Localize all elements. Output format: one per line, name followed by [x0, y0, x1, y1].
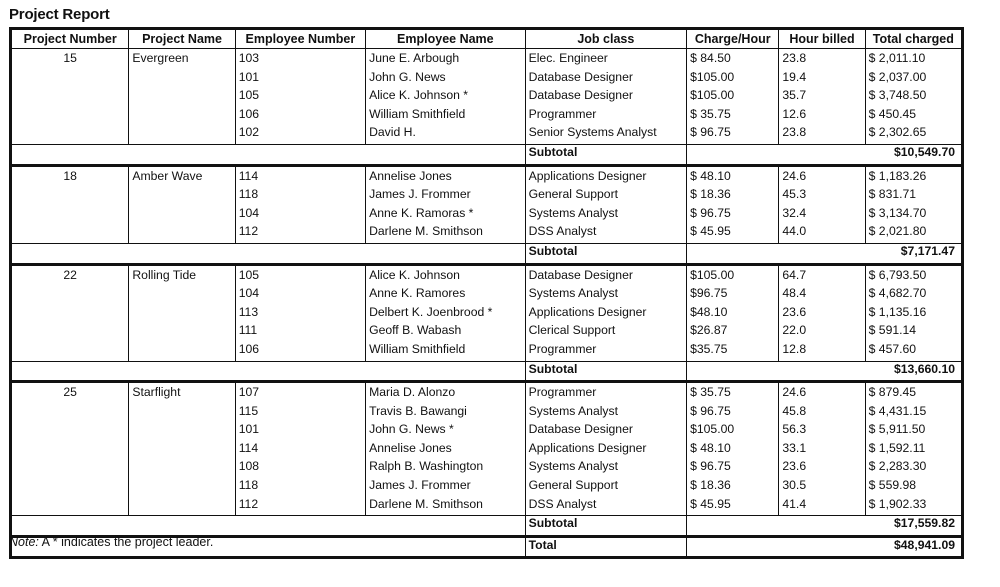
table-header	[11, 29, 963, 49]
hours-billed: 24.6	[779, 165, 865, 187]
employee-number: 111	[235, 323, 365, 342]
employee-number: 104	[235, 286, 365, 305]
employee-number: 105	[235, 264, 365, 286]
employee-number: 101	[235, 422, 365, 441]
subtotal-label: Subtotal	[525, 144, 687, 165]
project-number: 22	[11, 264, 129, 361]
charge-per-hour: $ 96.75	[687, 125, 779, 144]
employee-name: David H.	[366, 125, 526, 144]
employee-number: 115	[235, 404, 365, 423]
col-hours-billed: Hour billed	[779, 29, 865, 49]
employee-number: 101	[235, 70, 365, 89]
job-class: Systems Analyst	[525, 286, 687, 305]
col-employee-name: Employee Name	[366, 29, 526, 49]
total-charged: $ 1,592.11	[868, 440, 926, 455]
total-charged: $ 6,793.50	[868, 267, 927, 282]
col-employee-number: Employee Number	[235, 29, 365, 49]
project-name: Rolling Tide	[129, 264, 235, 361]
total-charged: $ 457.60	[868, 341, 917, 356]
employee-number: 113	[235, 305, 365, 324]
subtotal-row	[11, 361, 963, 382]
charge-per-hour: $ 45.95	[687, 224, 779, 243]
job-class: Senior Systems Analyst	[525, 125, 687, 144]
employee-name: Ralph B. Washington	[366, 459, 526, 478]
job-class: Database Designer	[525, 88, 687, 107]
hours-billed: 19.4	[779, 70, 865, 89]
employee-name: Annelise Jones	[366, 441, 526, 460]
hours-billed: 35.7	[779, 88, 865, 107]
subtotal-spacer	[11, 243, 526, 264]
table-row	[11, 49, 963, 70]
col-project-name: Project Name	[129, 29, 235, 49]
hours-billed: 12.8	[779, 342, 865, 361]
employee-name: Alice K. Johnson	[366, 264, 526, 286]
note-text: A * indicates the project leader.	[38, 535, 214, 549]
job-class: Systems Analyst	[525, 404, 687, 423]
hours-billed: 23.6	[779, 459, 865, 478]
total-charged: $ 2,011.10	[868, 51, 926, 65]
col-total-charged: Total charged	[872, 32, 954, 46]
employee-name: James J. Frommer	[366, 478, 526, 497]
hours-billed: 30.5	[779, 478, 865, 497]
total-charged: $ 879.45	[868, 385, 917, 400]
employee-number: 102	[235, 125, 365, 144]
job-class: Systems Analyst	[525, 206, 687, 225]
hours-billed: 23.6	[779, 305, 865, 324]
hours-billed: 48.4	[779, 286, 865, 305]
total-charged: $ 5,911.50	[868, 422, 926, 437]
employee-number: 103	[235, 49, 365, 70]
total-charged: $ 3,748.50	[868, 88, 927, 103]
subtotal-label: Subtotal	[525, 361, 687, 382]
charge-per-hour: $ 48.10	[687, 165, 779, 187]
hours-billed: 23.8	[779, 125, 865, 144]
charge-per-hour: $ 96.75	[687, 206, 779, 225]
employee-number: 104	[235, 206, 365, 225]
subtotal-spacer	[11, 516, 526, 537]
subtotal-spacer	[11, 144, 526, 165]
hours-billed: 44.0	[779, 224, 865, 243]
charge-per-hour: $ 35.75	[687, 382, 779, 404]
job-class: Database Designer	[525, 422, 687, 441]
col-charge-per-hour: Charge/Hour	[687, 29, 779, 49]
job-class: General Support	[525, 478, 687, 497]
total-charged: $ 1,135.16	[868, 304, 927, 319]
charge-per-hour: $ 48.10	[687, 441, 779, 460]
employee-number: 106	[235, 107, 365, 126]
total-label: Total	[525, 536, 687, 558]
job-class: DSS Analyst	[525, 497, 687, 516]
job-class: Applications Designer	[525, 305, 687, 324]
job-class: General Support	[525, 187, 687, 206]
job-class: Elec. Engineer	[525, 49, 687, 70]
employee-number: 114	[235, 165, 365, 187]
employee-name: Delbert K. Joenbrood *	[366, 305, 526, 324]
employee-name: John G. News	[366, 70, 526, 89]
job-class: Programmer	[525, 342, 687, 361]
subtotal-value: $7,171.47	[900, 243, 955, 258]
job-class: Systems Analyst	[525, 459, 687, 478]
project-number: 15	[11, 49, 129, 145]
subtotal-value: $10,549.70	[894, 144, 955, 159]
hours-billed: 64.7	[779, 264, 865, 286]
total-charged: $ 831.71	[868, 187, 917, 202]
job-class: Clerical Support	[525, 323, 687, 342]
subtotal-label: Subtotal	[525, 243, 687, 264]
charge-per-hour: $ 35.75	[687, 107, 779, 126]
footnote	[9, 535, 213, 549]
employee-name: Alice K. Johnson *	[366, 88, 526, 107]
project-name: Evergreen	[129, 49, 235, 145]
subtotal-spacer	[11, 361, 526, 382]
hours-billed: 32.4	[779, 206, 865, 225]
employee-name: Maria D. Alonzo	[366, 382, 526, 404]
subtotal-row	[11, 243, 963, 264]
employee-number: 112	[235, 224, 365, 243]
charge-per-hour: $105.00	[687, 70, 779, 89]
charge-per-hour: $26.87	[687, 323, 779, 342]
employee-number: 118	[235, 478, 365, 497]
hours-billed: 45.3	[779, 187, 865, 206]
col-project-number: Project Number	[11, 29, 129, 49]
charge-per-hour: $ 96.75	[687, 404, 779, 423]
charge-per-hour: $105.00	[687, 264, 779, 286]
employee-number: 108	[235, 459, 365, 478]
employee-name: Anne K. Ramores	[366, 286, 526, 305]
employee-name: James J. Frommer	[366, 187, 526, 206]
charge-per-hour: $ 18.36	[687, 187, 779, 206]
total-charged: $ 2,283.30	[868, 459, 927, 474]
total-charged: $ 3,134.70	[868, 205, 927, 220]
total-charged: $ 1,183.26	[868, 168, 927, 183]
project-name: Amber Wave	[129, 165, 235, 243]
charge-per-hour: $105.00	[687, 88, 779, 107]
hours-billed: 23.8	[779, 49, 865, 70]
job-class: Applications Designer	[525, 165, 687, 187]
total-charged: $ 4,682.70	[868, 286, 927, 301]
job-class: Database Designer	[525, 264, 687, 286]
employee-name: William Smithfield	[366, 107, 526, 126]
employee-name: Annelise Jones	[366, 165, 526, 187]
employee-name: June E. Arbough	[366, 49, 526, 70]
employee-name: Darlene M. Smithson	[366, 224, 526, 243]
subtotal-row	[11, 516, 963, 537]
hours-billed: 33.1	[779, 441, 865, 460]
employee-name: William Smithfield	[366, 342, 526, 361]
subtotal-value: $13,660.10	[894, 361, 955, 376]
table-row	[11, 382, 963, 404]
employee-name: Darlene M. Smithson	[366, 497, 526, 516]
employee-number: 106	[235, 342, 365, 361]
employee-number: 112	[235, 497, 365, 516]
charge-per-hour: $105.00	[687, 422, 779, 441]
total-charged: $ 2,021.80	[868, 224, 927, 239]
employee-name: John G. News *	[366, 422, 526, 441]
job-class: DSS Analyst	[525, 224, 687, 243]
total-charged: $ 1,902.33	[868, 496, 927, 511]
hours-billed: 56.3	[779, 422, 865, 441]
subtotal-label: Subtotal	[525, 516, 687, 537]
table-body	[11, 49, 963, 558]
job-class: Programmer	[525, 107, 687, 126]
header-row	[11, 29, 963, 49]
employee-name: Anne K. Ramoras *	[366, 206, 526, 225]
employee-number: 105	[235, 88, 365, 107]
charge-per-hour: $ 96.75	[687, 459, 779, 478]
project-number: 18	[11, 165, 129, 243]
employee-name: Geoff B. Wabash	[366, 323, 526, 342]
total-charged: $ 2,037.00	[868, 69, 927, 84]
project-report-table	[9, 27, 964, 559]
total-charged: $ 591.14	[868, 323, 917, 338]
total-charged: $ 559.98	[868, 478, 917, 493]
employee-number: 107	[235, 382, 365, 404]
charge-per-hour: $48.10	[687, 305, 779, 324]
employee-number: 114	[235, 441, 365, 460]
table-row	[11, 264, 963, 286]
job-class: Database Designer	[525, 70, 687, 89]
total-charged: $ 2,302.65	[868, 125, 927, 140]
col-job-class: Job class	[525, 29, 687, 49]
total-value: $48,941.09	[894, 537, 955, 552]
employee-name: Travis B. Bawangi	[366, 404, 526, 423]
hours-billed: 22.0	[779, 323, 865, 342]
report-title: Project Report	[9, 6, 110, 23]
employee-number: 118	[235, 187, 365, 206]
hours-billed: 24.6	[779, 382, 865, 404]
hours-billed: 45.8	[779, 404, 865, 423]
hours-billed: 12.6	[779, 107, 865, 126]
total-charged: $ 450.45	[868, 106, 917, 121]
charge-per-hour: $ 45.95	[687, 497, 779, 516]
subtotal-row	[11, 144, 963, 165]
project-number: 25	[11, 382, 129, 516]
hours-billed: 41.4	[779, 497, 865, 516]
charge-per-hour: $ 18.36	[687, 478, 779, 497]
charge-per-hour: $35.75	[687, 342, 779, 361]
charge-per-hour: $ 84.50	[687, 49, 779, 70]
note-label: Note:	[9, 535, 39, 549]
charge-per-hour: $96.75	[687, 286, 779, 305]
job-class: Applications Designer	[525, 441, 687, 460]
total-charged: $ 4,431.15	[868, 403, 927, 418]
table-row	[11, 165, 963, 187]
subtotal-value: $17,559.82	[894, 516, 955, 531]
job-class: Programmer	[525, 382, 687, 404]
project-name: Starflight	[129, 382, 235, 516]
